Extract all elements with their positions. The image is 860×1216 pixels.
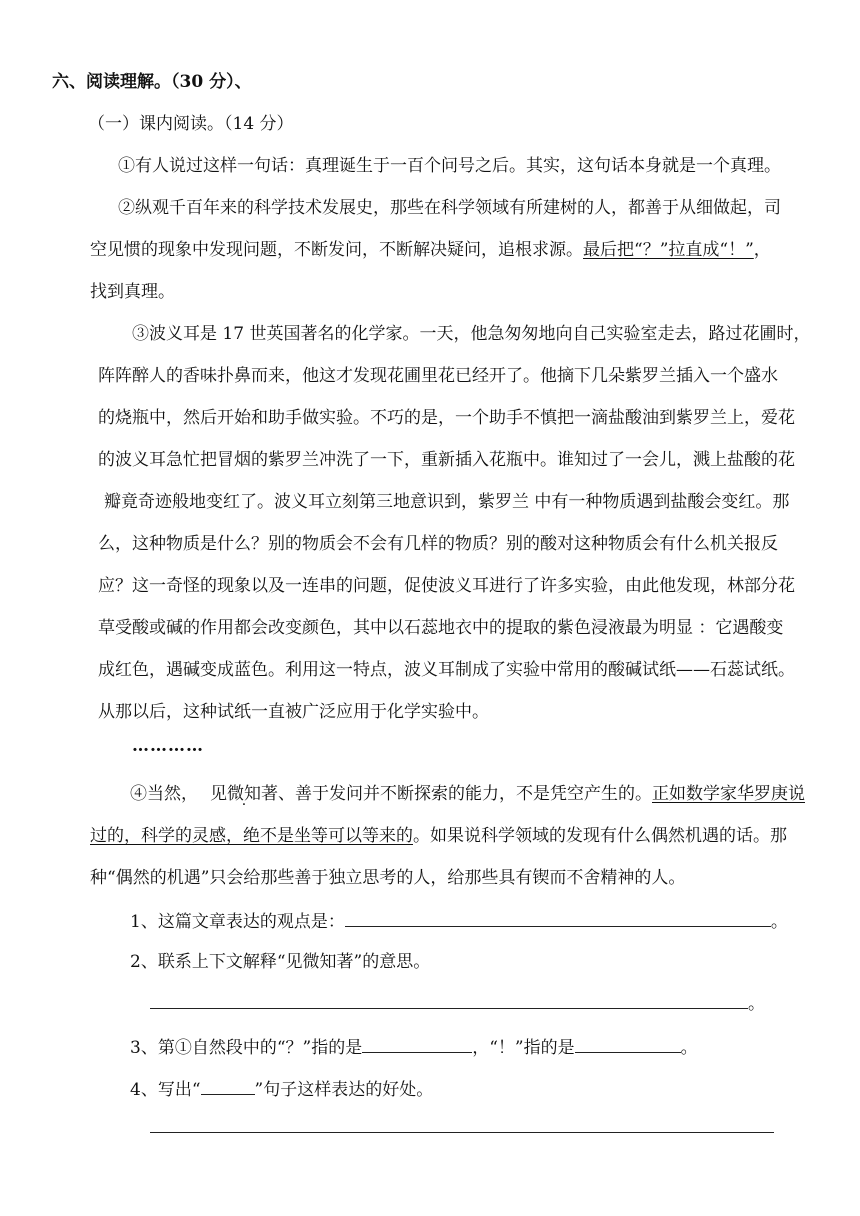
paragraph-3-line: 的波义耳急忙把冒烟的紫罗兰冲洗了一下，重新插入花瓶中。谁知过了一会儿，溅上盐酸的花 xyxy=(98,450,795,470)
answer-blank-2[interactable] xyxy=(150,990,748,1009)
answer-blank-4a[interactable] xyxy=(201,1076,255,1095)
question-2-answer xyxy=(150,990,765,1016)
paragraph-4-line-1 xyxy=(130,782,805,806)
paragraph-2-line-1: ②纵观千百年来的科学技术发展史，那些在科学领域有所建树的人，都善于从细做起，司 xyxy=(118,198,781,218)
paragraph-3-line: 应？这一奇怪的现象以及一连串的问题，促使波义耳进行了许多实验，由此他发现，林部分花 xyxy=(98,576,795,596)
paragraph-4-line-2 xyxy=(90,824,787,848)
paragraph-4-line-3: 种“偶然的机遇”只会给那些善于独立思考的人，给那些具有锲而不舍精神的人。 xyxy=(90,868,686,888)
subsection-title: （一）课内阅读。（14 分） xyxy=(88,114,294,134)
question-3-text-a: 3、第①自然段中的“？”指的是 xyxy=(130,1038,363,1058)
question-2: 2、联系上下文解释“见微知著”的意思。 xyxy=(130,952,431,972)
question-4-text-b: ”句子这样表达的好处。 xyxy=(254,1080,434,1100)
paragraph-2-line-2-end: ， xyxy=(753,240,771,260)
paragraph-3-line: 瓣竟奇迹般地变红了。波义耳立刻第三地意识到，紫罗兰 中有一种物质遇到盐酸会变红。那 xyxy=(104,492,790,512)
question-3-text-b: ，“！”指的是 xyxy=(472,1038,575,1058)
answer-blank-3b[interactable] xyxy=(575,1034,681,1053)
question-1-text: 1、这篇文章表达的观点是： xyxy=(130,912,345,932)
answer-line-4[interactable] xyxy=(150,1132,774,1133)
underlined-sentence-2-end: 过的，科学的灵感，绝不是坐等可以等来的 xyxy=(90,826,413,846)
question-3-end: 。 xyxy=(680,1038,698,1058)
underlined-sentence-1: 最后把“？”拉直成“！” xyxy=(583,240,754,260)
answer-blank-3a[interactable] xyxy=(362,1034,472,1053)
emphasized-phrase: 见微知著 xyxy=(210,784,278,804)
question-1-end: 。 xyxy=(770,912,788,932)
paragraph-3-line: 么，这种物质是什么？别的物质会不会有几样的物质？别的酸对这种物质会有什么机关报反 xyxy=(98,534,778,554)
paragraph-3-line: 阵阵醉人的香味扑鼻而来，他这才发现花圃里花已经开了。他摘下几朵紫罗兰插入一个盛水 xyxy=(98,366,778,386)
paragraph-2-line-2 xyxy=(90,238,771,262)
paragraph-1: ①有人说过这样一句话：真理诞生于一百个问号之后。其实，这句话本身就是一个真理。 xyxy=(118,156,781,176)
paragraph-3-line: 成红色，遇碱变成蓝色。利用这一特点，波义耳制成了实验中常用的酸碱试纸——石蕊试纸。 xyxy=(98,660,795,680)
answer-blank-1[interactable] xyxy=(345,908,771,927)
paragraph-4-text-c: 。如果说科学领域的发现有什么偶然机遇的话。那 xyxy=(413,826,787,846)
paragraph-2-line-3: 找到真理。 xyxy=(90,282,175,302)
paragraph-4-text-b: 、善于发问并不断探索的能力，不是凭空产生的。 xyxy=(278,784,652,804)
question-1 xyxy=(130,908,788,934)
paragraph-3-line: 从那以后，这种试纸一直被广泛应用于化学实验中。 xyxy=(98,702,489,722)
paragraph-4-text-a: ④当然， xyxy=(130,784,198,804)
underlined-sentence-2-start: 正如数学家华罗庚说 xyxy=(652,784,805,804)
paragraph-2-line-2-text: 空见惯的现象中发现问题，不断发问，不断解决疑问，追根求源。 xyxy=(90,240,583,260)
question-3 xyxy=(130,1034,698,1060)
paragraph-3-line: ③波义耳是 17 世英国著名的化学家。一天，他急匆匆地向自己实验室走去，路过花圃时， xyxy=(132,324,811,344)
paragraph-3-line: 的烧瓶中，然后开始和助手做实验。不巧的是，一个助手不慎把一滴盐酸油到紫罗兰上，爱花 xyxy=(98,408,795,428)
ellipsis: ………… xyxy=(132,736,204,756)
section-title: 六、阅读理解。（30 分）、 xyxy=(52,72,252,92)
question-4 xyxy=(130,1076,433,1102)
question-2-end: 。 xyxy=(748,994,765,1014)
paragraph-3-line: 草受酸或碱的作用都会改变颜色，其中以石蕊地衣中的提取的紫色浸液最为明显 ：它遇酸变 xyxy=(98,618,784,638)
question-4-text-a: 4、写出“ xyxy=(130,1080,201,1100)
